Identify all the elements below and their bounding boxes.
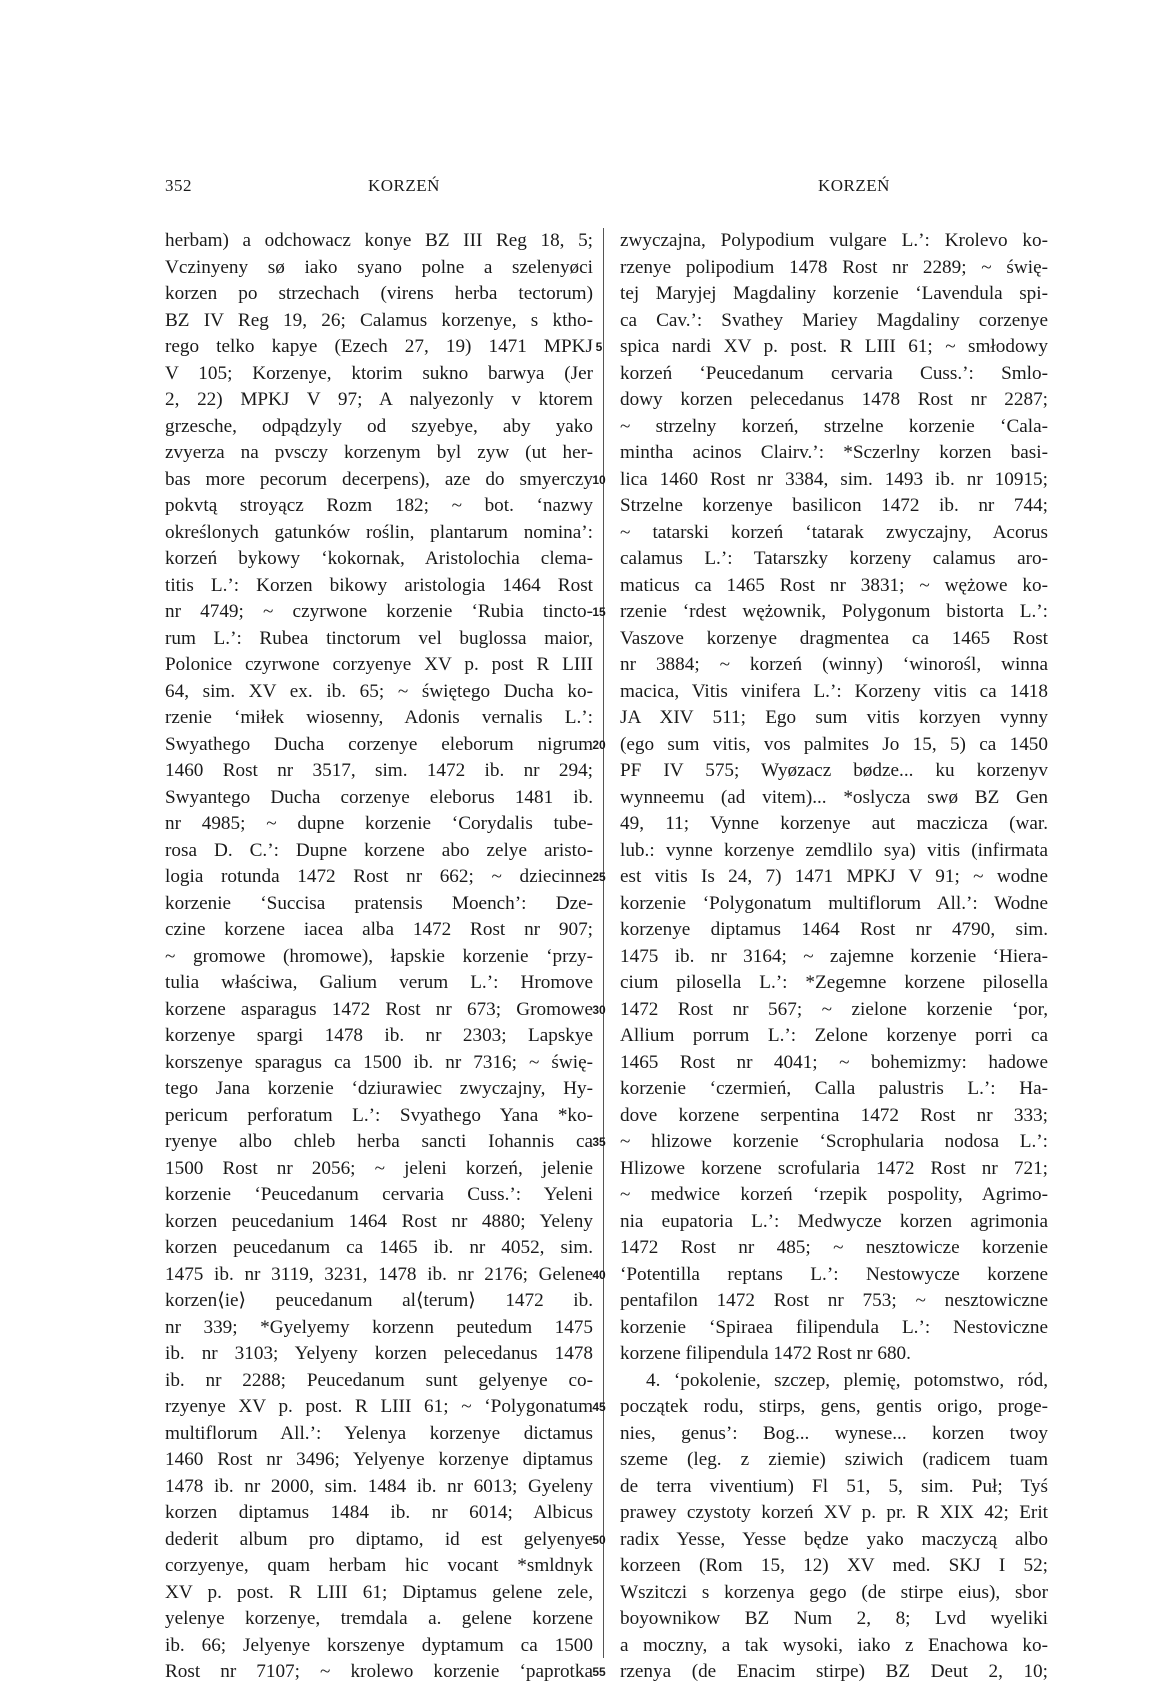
text-line: szeme (leg. z ziemie) sziwich (radicem tuam <box>620 1449 1048 1470</box>
text-line: korzene asparagus 1472 Rost nr 673; Gromowe <box>165 998 593 1020</box>
text-line: korzenye spargi 1478 ib. nr 2303; Lapskye <box>165 1025 593 1046</box>
text-line: V 105; Korzenye, ktorim sukno barwya (Jer <box>165 362 593 384</box>
text-line: korzenie ʻczermień, Calla palustris L.’: Ha- <box>620 1078 1048 1099</box>
text-line: korzen diptamus 1484 ib. nr 6014; Albicus <box>165 1502 593 1523</box>
text-line: czine korzene iacea alba 1472 Rost nr 907; <box>165 919 593 940</box>
text-line: korzeń ʻPeucedanum cervaria Cuss.’: Smlo- <box>620 362 1048 384</box>
text-line: grzesche, odpądzyly od szyebye, aby yako <box>165 415 593 437</box>
text-line: radix Yesse, Yesse będze yako maczyczą albo <box>620 1528 1048 1550</box>
line-number: 45 <box>592 1400 606 1414</box>
text-line: 1472 Rost nr 485; ~ nesztowicze korzenie <box>620 1237 1048 1258</box>
text-line: (ego sum vitis, vos palmites Jo 15, 5) ca 1450 <box>620 733 1048 755</box>
page-header <box>0 176 1168 200</box>
text-line: lub.: vynne korzenye zemdlilo sya) vitis (infirmata <box>620 839 1048 861</box>
text-line: korzenie ʻPeucedanum cervaria Cuss.’: Yeleni <box>165 1184 593 1205</box>
text-line: ib. nr 3103; Yelyeny korzen pelecedanus 1478 <box>165 1343 593 1364</box>
running-head-right: KORZEŃ <box>818 176 890 195</box>
text-line: nia eupatoria L.’: Medwycze korzen agrimonia <box>620 1210 1048 1232</box>
line-number: 35 <box>592 1135 606 1149</box>
text-line: określonych gatunków roślin, plantarum nomina’: <box>165 521 593 543</box>
text-line: zvyerza na pvsczy korzenym byl zyw (ut her- <box>165 442 593 463</box>
text-line: boyownikow BZ Num 2, 8; Lvd wyeliki <box>620 1608 1048 1629</box>
text-line: calamus L.’: Tatarszky korzeny calamus aro- <box>620 548 1048 569</box>
text-line: Swyantego Ducha corzenye eleborus 1481 ib. <box>165 786 593 808</box>
text-line: 49, 11; Vynne korzenye aut maczicza (war. <box>620 813 1048 834</box>
text-line: dove korzene serpentina 1472 Rost nr 333; <box>620 1104 1048 1126</box>
text-line: Swyathego Ducha corzenye eleborum nigrum <box>165 733 593 755</box>
text-line: 1478 ib. nr 2000, sim. 1484 ib. nr 6013; Gyeleny <box>165 1475 593 1497</box>
text-line: 1475 ib. nr 3164; ~ zajemne korzenie ʻHiera- <box>620 945 1048 967</box>
text-line: spica nardi XV p. post. R LIII 61; ~ smłodowy <box>620 336 1048 357</box>
text-line: bas more pecorum decerpens), aze do smyerczy <box>165 468 593 490</box>
text-line: Vaszove korzenye dragmentea ca 1465 Rost <box>620 627 1048 649</box>
text-line: ~ gromowe (hromowe), łapskie korzenie ʻprzy- <box>165 945 593 967</box>
text-line: dederit album pro diptamo, id est gelyenye <box>165 1528 593 1550</box>
text-line: rzenie ʻrdest wężownik, Polygonum bistorta L.’: <box>620 601 1048 622</box>
text-line: rosa D. C.’: Dupne korzene abo zelye aristo- <box>165 839 593 861</box>
text-line: herbam) a odchowacz konye BZ III Reg 18, 5; <box>165 230 593 251</box>
text-line: rzenie ʻmiłek wiosenny, Adonis vernalis L.’: <box>165 707 593 728</box>
text-line: ʻPotentilla reptans L.’: Nestowycze korzene <box>620 1263 1048 1285</box>
text-line: nr 339; *Gyelyemy korzenn peutedum 1475 <box>165 1316 593 1338</box>
text-line: JA XIV 511; Ego sum vitis korzyen vynny <box>620 707 1048 728</box>
text-line: korzen⟨ie⟩ peucedanum al⟨terum⟩ 1472 ib. <box>165 1290 593 1311</box>
text-line: 1475 ib. nr 3119, 3231, 1478 ib. nr 2176; Gelene <box>165 1263 593 1285</box>
text-line: PF IV 575; Wyøzacz bødze... ku korzenyv <box>620 760 1048 781</box>
text-line: ~ hlizowe korzenie ʻScrophularia nodosa L.’: <box>620 1131 1048 1152</box>
text-line: 1465 Rost nr 4041; ~ bohemizmy: hadowe <box>620 1051 1048 1073</box>
column-divider <box>603 228 605 1658</box>
text-line: tego Jana korzenie ʻdziurawiec zwyczajny, Hy- <box>165 1078 593 1099</box>
text-line: prawey czystoty korzeń XV p. pr. R XIX 42; Erit <box>620 1502 1048 1523</box>
text-line: cium pilosella L.’: *Zegemne korzene pilosella <box>620 972 1048 993</box>
text-line: tulia właściwa, Galium verum L.’: Hromove <box>165 972 593 993</box>
text-line: korzen po strzechach (virens herba tectorum) <box>165 283 593 304</box>
text-line: tej Maryjej Magdaliny korzenie ʻLavendula spi- <box>620 283 1048 304</box>
text-line: mintha acinos Clairv.’: *Sczerlny korzen basi- <box>620 442 1048 463</box>
text-line: corzyenye, quam herbam hic vocant *smldnyk <box>165 1555 593 1576</box>
text-line: ~ tatarski korzeń ʻtatarak zwyczajny, Acorus <box>620 521 1048 543</box>
line-number: 25 <box>592 870 606 884</box>
text-line: nr 4985; ~ dupne korzenie ʻCorydalis tube- <box>165 813 593 834</box>
text-line: rzenye polipodium 1478 Rost nr 2289; ~ świę- <box>620 256 1048 278</box>
text-line: korzeń bykowy ʻkokornak, Aristolochia clema- <box>165 548 593 569</box>
text-line: lica 1460 Rost nr 3384, sim. 1493 ib. nr 10915; <box>620 468 1048 490</box>
text-line: początek rodu, stirps, gens, gentis origo, proge- <box>620 1396 1048 1417</box>
text-line: rum L.’: Rubea tinctorum vel buglossa maior, <box>165 627 593 649</box>
text-line: Vczinyeny sø iako syano polne a szelenyøci <box>165 256 593 278</box>
right-column <box>620 228 1048 1686</box>
line-number: 50 <box>592 1532 606 1547</box>
text-line: Wszitczi s korzenya gego (de stirpe eius), sbor <box>620 1581 1048 1603</box>
line-number: 55 <box>592 1665 606 1679</box>
text-line: ib. nr 2288; Peucedanum sunt gelyenye co- <box>165 1369 593 1391</box>
text-line: ca Cav.’: Svathey Mariey Magdaliny corzenye <box>620 309 1048 331</box>
text-line: 1472 Rost nr 567; ~ zielone korzenie ʻpor, <box>620 998 1048 1020</box>
text-line: ryenye albo chleb herba sancti Iohannis ca <box>165 1131 593 1152</box>
text-line: 4. ʻpokolenie, szczep, plemię, potomstwo, ród, <box>646 1369 1048 1391</box>
line-number: 20 <box>592 737 606 752</box>
text-line: korzene filipendula 1472 Rost nr 680. <box>620 1343 911 1364</box>
line-number: 30 <box>592 1002 606 1017</box>
text-line: BZ IV Reg 19, 26; Calamus korzenye, s ktho- <box>165 309 593 331</box>
text-line: de terra viventium) Fl 51, 5, sim. Puł; Tyś <box>620 1475 1048 1497</box>
text-line: ~ medwice korzeń ʻrzepik pospolity, Agrimo- <box>620 1184 1048 1205</box>
text-line: rzenya (de Enacim stirpe) BZ Deut 2, 10; <box>620 1661 1048 1682</box>
text-line: ib. 66; Jelyenye korszenye dyptamum ca 1500 <box>165 1634 593 1656</box>
text-line: est vitis Is 24, 7) 1471 MPKJ V 91; ~ wodne <box>620 866 1048 887</box>
line-number: 5 <box>595 340 603 354</box>
text-line: Hlizowe korzene scrofularia 1472 Rost nr 721; <box>620 1157 1048 1179</box>
text-line: multiflorum All.’: Yelenya korzenye dictamus <box>165 1422 593 1444</box>
text-line: yelenye korzenye, tremdala a. gelene korzene <box>165 1608 593 1629</box>
page-number: 352 <box>165 176 192 195</box>
text-line: titis L.’: Korzen bikowy aristologia 1464 Rost <box>165 574 593 596</box>
text-line: korzen peucedanum ca 1465 ib. nr 4052, sim. <box>165 1237 593 1258</box>
text-line: 2, 22) MPKJ V 97; A nalyezonly v ktorem <box>165 389 593 410</box>
text-line: korszenye sparagus ca 1500 ib. nr 7316; ~ świę- <box>165 1051 593 1073</box>
text-line: korzen peucedanium 1464 Rost nr 4880; Yeleny <box>165 1210 593 1232</box>
text-line: Rost nr 7107; ~ krolewo korzenie ʻpaprotka <box>165 1661 593 1682</box>
text-line: nr 3884; ~ korzeń (winny) ʻwinorośl, winna <box>620 654 1048 675</box>
left-column <box>165 228 593 1686</box>
text-line: 1460 Rost nr 3496; Yelyenye korzenye diptamus <box>165 1449 593 1470</box>
text-line: zwyczajna, Polypodium vulgare L.’: Krolevo ko- <box>620 230 1048 251</box>
running-head-left: KORZEŃ <box>368 176 440 195</box>
text-line: wynneemu (ad vitem)... *oslycza swø BZ Gen <box>620 786 1048 808</box>
text-line: korzenie ʻSpiraea filipendula L.’: Nestoviczne <box>620 1316 1048 1338</box>
text-line: pokvtą stroyącz Rozm 182; ~ bot. ʻnazwy <box>165 495 593 516</box>
text-line: macica, Vitis vinifera L.’: Korzeny vitis ca 1418 <box>620 680 1048 702</box>
text-line: nies, genus’: Bog... wynese... korzen twoy <box>620 1422 1048 1444</box>
text-line: maticus ca 1465 Rost nr 3831; ~ wężowe ko- <box>620 574 1048 596</box>
text-line: korzenye diptamus 1464 Rost nr 4790, sim. <box>620 919 1048 940</box>
text-line: XV p. post. R LIII 61; Diptamus gelene zele, <box>165 1581 593 1603</box>
text-line: korzenie ʻSuccisa pratensis Moench’: Dze- <box>165 892 593 914</box>
text-line: rzyenye XV p. post. R LIII 61; ~ ʻPolygonatum <box>165 1396 593 1417</box>
text-line: ~ strzelny korzeń, strzelne korzenie ʻCala- <box>620 415 1048 437</box>
text-line: 64, sim. XV ex. ib. 65; ~ świętego Ducha ko- <box>165 680 593 702</box>
text-line: 1460 Rost nr 3517, sim. 1472 ib. nr 294; <box>165 760 593 781</box>
text-line: pericum perforatum L.’: Svyathego Yana *ko- <box>165 1104 593 1126</box>
line-number: 10 <box>592 472 606 487</box>
text-line: Polonice czyrwone corzyenye XV p. post R LIII <box>165 654 593 675</box>
line-number: 15 <box>592 605 606 619</box>
text-line: korzeen (Rom 15, 12) XV med. SKJ I 52; <box>620 1555 1048 1576</box>
text-line: 1500 Rost nr 2056; ~ jeleni korzeń, jelenie <box>165 1157 593 1179</box>
text-line: nr 4749; ~ czyrwone korzenie ʻRubia tincto- <box>165 601 593 622</box>
text-line: logia rotunda 1472 Rost nr 662; ~ dziecinne <box>165 866 593 887</box>
text-line: Allium porrum L.’: Zelone korzenye porri ca <box>620 1025 1048 1046</box>
line-number: 40 <box>592 1267 606 1282</box>
text-line: Strzelne korzenye basilicon 1472 ib. nr 744; <box>620 495 1048 516</box>
text-line: dowy korzen pelecedanus 1478 Rost nr 2287; <box>620 389 1048 410</box>
text-line: a moczny, a tak wysoki, iako z Enachowa ko- <box>620 1634 1048 1656</box>
text-line: korzenie ʻPolygonatum multiflorum All.’: Wodne <box>620 892 1048 914</box>
text-line: pentafilon 1472 Rost nr 753; ~ nesztowiczne <box>620 1290 1048 1311</box>
text-line: rego telko kapye (Ezech 27, 19) 1471 MPKJ <box>165 336 593 357</box>
